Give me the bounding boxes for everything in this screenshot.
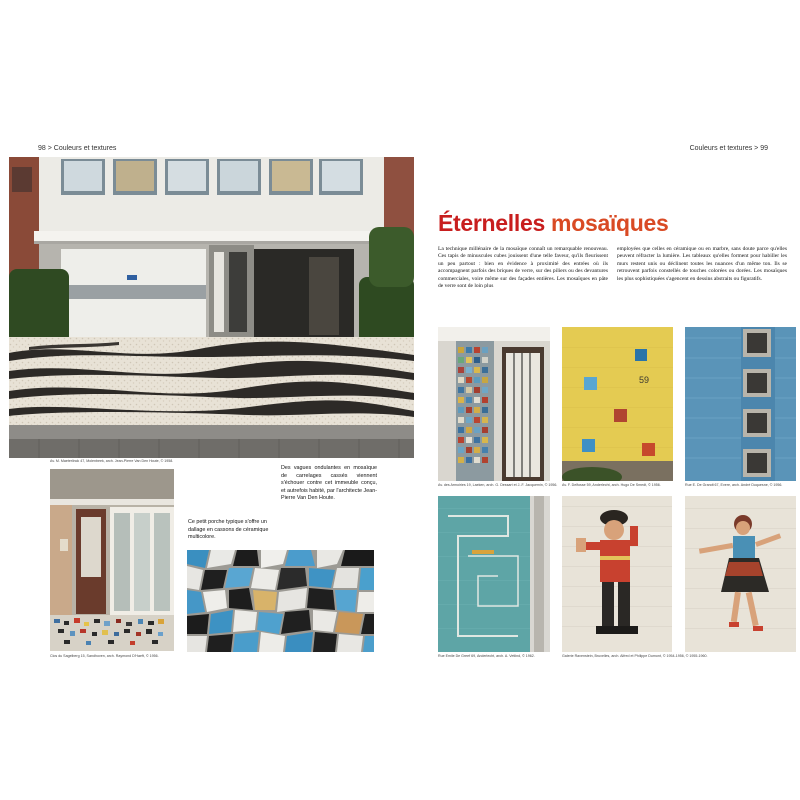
porch-blurb: Ce petit porche typique s'offre un dallage en cassons de céramique multicolore. xyxy=(188,519,269,541)
headline-word-1: Éternelles xyxy=(438,210,545,236)
yellow-photo-caption: Av. F. Delfosse 59, Anderlecht, arch. Hugo De Smedt, © 1956. xyxy=(562,483,661,487)
body-text-column-2: employées que celles en céramique ou en marbre, sans doute parce qu'elles peuvent réfracter la lumière. Les tableaux qu'elles forment pour habiller les murs restent unis ou déclinent toutes les nuances d'un même ton. Ils se retrouvent parfois constellés de touches colorées ou dorées. Les mosaïques les plus sophistiquées s'agencent en dessins abstraits ou figuratifs. xyxy=(617,246,787,282)
svg-text:59: 59 xyxy=(639,375,650,385)
blue-mosaic-photo xyxy=(685,327,796,481)
waves-blurb: Des vagues ondulantes en mosaïque de carrelages cassés viennent s'échouer contre cet immeuble conçu, et autrefois habité, par l'architecte Jean-Pierre Van Den Houte. xyxy=(281,465,377,502)
article-headline xyxy=(438,210,669,237)
porch-photo xyxy=(50,469,174,651)
figure-mosaic-girl-photo xyxy=(685,496,796,652)
figures-photo-caption: Galerie Ravenstein, Bruxelles, arch. Alfred et Philippe Dumont, © 1954-1956, © 1955-1960. xyxy=(562,654,708,658)
left-page-folio: 98 > Couleurs et textures xyxy=(38,145,117,152)
main-photo-caption: Av. M. Maeterlinck 47, Molenbeek, arch. Jean-Pierre Van Den Houte, © 1958. xyxy=(50,459,174,463)
blue-photo-caption: Rue E. De Grandt 67, Evere, arch. André Duquesne, © 1956. xyxy=(685,483,783,487)
right-page-folio: Couleurs et textures > 99 xyxy=(689,145,768,152)
main-building-photo xyxy=(9,157,414,458)
yellow-mosaic-photo xyxy=(562,327,673,481)
teal-photo-caption: Rue Emile De Greef 69, Anderlecht, arch. A. Vetlind, © 1962. xyxy=(438,654,535,658)
pillar-photo-caption: Av. des Armoiries 19, Laeken, arch. G. Dessart et J.-F. Jacquemin, © 1956. xyxy=(438,483,558,487)
mosaic-pillar-photo xyxy=(438,327,550,481)
figure-mosaic-boy-photo xyxy=(562,496,672,652)
body-text-column-1: La technique millénaire de la mosaïque connaît un remarquable renouveau. Ces tapis de minuscules cubes jouissent d'une telle faveur, qu'ils fleurissent un peu partout : bien en évidence à proximité des entrées où ils accompagnent parfois des briques de verre, sur des piliers ou des devantures commerciales, voire même sur des façades entières. Les mosaïques en pâte de verre sont de loin plus xyxy=(438,246,608,290)
teal-mosaic-photo xyxy=(438,496,550,652)
broken-tile-mosaic-photo xyxy=(187,550,374,652)
headline-word-2: mosaïques xyxy=(551,210,669,236)
porch-photo-caption: Clos du Sagelberg 15, Sandhoven, arch. Raymond D'Haeft, © 1956. xyxy=(50,654,159,658)
